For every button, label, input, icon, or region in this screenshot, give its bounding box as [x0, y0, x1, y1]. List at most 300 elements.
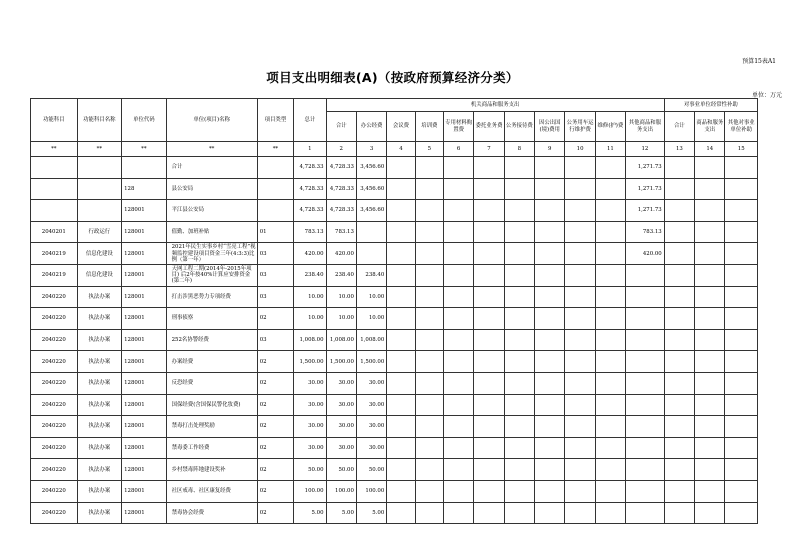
- total-cell: 30.00: [294, 416, 326, 438]
- vehicle-cost-cell: [565, 459, 595, 481]
- vehicle-cost-cell: [565, 200, 595, 222]
- goods-sum-cell: 30.00: [326, 416, 356, 438]
- index-cell: 11: [595, 142, 625, 157]
- total-cell: 5.00: [294, 502, 326, 524]
- total-cell: 1,008.00: [294, 329, 326, 351]
- reception-cost-cell: [504, 480, 534, 502]
- entrusted-cost-cell: [474, 200, 504, 222]
- func-code-cell: 2040220: [31, 459, 78, 481]
- meeting-cost-cell: [387, 308, 415, 330]
- total-cell: 50.00: [294, 459, 326, 481]
- training-cost-cell: [415, 221, 443, 243]
- entrusted-cost-cell: [474, 351, 504, 373]
- unit-name-cell: 252名协警经费: [166, 329, 257, 351]
- header-b-col: 合计: [664, 112, 694, 142]
- repair-cost-cell: [595, 221, 625, 243]
- total-cell: 4,728.33: [294, 157, 326, 179]
- vehicle-cost-cell: [565, 372, 595, 394]
- material-cost-cell: [443, 157, 473, 179]
- subsidy-other-cell: [725, 178, 758, 200]
- vehicle-cost-cell: [565, 351, 595, 373]
- goods-sum-cell: 4,728.33: [326, 200, 356, 222]
- subsidy-other-cell: [725, 308, 758, 330]
- index-cell: 9: [535, 142, 565, 157]
- other-goods-cell: [626, 480, 665, 502]
- func-code-cell: 2040219: [31, 264, 78, 286]
- office-cost-cell: 30.00: [356, 394, 386, 416]
- reception-cost-cell: [504, 221, 534, 243]
- goods-sum-cell: 1,500.00: [326, 351, 356, 373]
- office-cost-cell: 100.00: [356, 480, 386, 502]
- reception-cost-cell: [504, 157, 534, 179]
- header-a-col: 委托业务费: [474, 112, 504, 142]
- abroad-cost-cell: [535, 243, 565, 265]
- vehicle-cost-cell: [565, 394, 595, 416]
- entrusted-cost-cell: [474, 437, 504, 459]
- table-row: [31, 416, 758, 438]
- vehicle-cost-cell: [565, 243, 595, 265]
- other-goods-cell: [626, 437, 665, 459]
- abroad-cost-cell: [535, 459, 565, 481]
- item-type-cell: 03: [257, 329, 293, 351]
- entrusted-cost-cell: [474, 308, 504, 330]
- unit-name-cell: 县公安局: [166, 178, 257, 200]
- reception-cost-cell: [504, 459, 534, 481]
- abroad-cost-cell: [535, 178, 565, 200]
- subsidy-goods-cell: [695, 308, 725, 330]
- entrusted-cost-cell: [474, 221, 504, 243]
- office-cost-cell: 238.40: [356, 264, 386, 286]
- unit-code-cell: 128001: [122, 264, 167, 286]
- expenditure-table: [30, 98, 758, 524]
- header-a-col: 合计: [326, 112, 356, 142]
- table-row: [31, 351, 758, 373]
- abroad-cost-cell: [535, 480, 565, 502]
- subsidy-sum-cell: [664, 416, 694, 438]
- unit-name-cell: 禁毒委工作经费: [166, 437, 257, 459]
- material-cost-cell: [443, 480, 473, 502]
- unit-name-cell: 平江县公安局: [166, 200, 257, 222]
- other-goods-cell: 1,271.73: [626, 178, 665, 200]
- subsidy-other-cell: [725, 351, 758, 373]
- subsidy-other-cell: [725, 416, 758, 438]
- abroad-cost-cell: [535, 200, 565, 222]
- subsidy-goods-cell: [695, 157, 725, 179]
- repair-cost-cell: [595, 416, 625, 438]
- goods-sum-cell: 4,728.33: [326, 157, 356, 179]
- unit-name-cell: 值勤、加班补贴: [166, 221, 257, 243]
- item-type-cell: 03: [257, 286, 293, 308]
- material-cost-cell: [443, 372, 473, 394]
- total-cell: 4,728.33: [294, 178, 326, 200]
- subsidy-sum-cell: [664, 394, 694, 416]
- unit-label: 单位：万元: [751, 92, 782, 99]
- training-cost-cell: [415, 351, 443, 373]
- training-cost-cell: [415, 480, 443, 502]
- meeting-cost-cell: [387, 178, 415, 200]
- abroad-cost-cell: [535, 308, 565, 330]
- func-name-cell: 行政运行: [77, 221, 122, 243]
- meeting-cost-cell: [387, 243, 415, 265]
- repair-cost-cell: [595, 437, 625, 459]
- abroad-cost-cell: [535, 351, 565, 373]
- entrusted-cost-cell: [474, 264, 504, 286]
- subsidy-goods-cell: [695, 178, 725, 200]
- subsidy-other-cell: [725, 502, 758, 524]
- table-row: [31, 221, 758, 243]
- func-code-cell: 2040219: [31, 243, 78, 265]
- table-row: [31, 372, 758, 394]
- table-body: [31, 157, 758, 524]
- material-cost-cell: [443, 459, 473, 481]
- item-type-cell: 02: [257, 351, 293, 373]
- func-name-cell: 执法办案: [77, 459, 122, 481]
- reception-cost-cell: [504, 264, 534, 286]
- vehicle-cost-cell: [565, 264, 595, 286]
- goods-sum-cell: 1,008.00: [326, 329, 356, 351]
- unit-code-cell: 128001: [122, 351, 167, 373]
- subsidy-goods-cell: [695, 351, 725, 373]
- table-row: [31, 394, 758, 416]
- unit-name-cell: 2021年民生实事乡村“雪亮工程”视频监控建设项目资金三年(4:3:3)比例（第一年）: [166, 243, 257, 265]
- unit-name-cell: 乡村禁毒阵地建设奖补: [166, 459, 257, 481]
- subsidy-sum-cell: [664, 308, 694, 330]
- func-name-cell: [77, 178, 122, 200]
- table-row: [31, 200, 758, 222]
- index-cell: 6: [443, 142, 473, 157]
- item-type-cell: 01: [257, 221, 293, 243]
- index-cell: 14: [695, 142, 725, 157]
- office-cost-cell: 30.00: [356, 372, 386, 394]
- func-name-cell: 执法办案: [77, 329, 122, 351]
- header-b-col: 其他对事业单位补助: [725, 112, 758, 142]
- training-cost-cell: [415, 264, 443, 286]
- item-type-cell: 02: [257, 308, 293, 330]
- office-cost-cell: 50.00: [356, 459, 386, 481]
- entrusted-cost-cell: [474, 416, 504, 438]
- header-a-col: 因公出国(境)费用: [535, 112, 565, 142]
- reception-cost-cell: [504, 502, 534, 524]
- entrusted-cost-cell: [474, 394, 504, 416]
- subsidy-other-cell: [725, 437, 758, 459]
- func-name-cell: [77, 157, 122, 179]
- header-b-col: 商品和服务支出: [695, 112, 725, 142]
- meeting-cost-cell: [387, 437, 415, 459]
- subsidy-goods-cell: [695, 416, 725, 438]
- material-cost-cell: [443, 437, 473, 459]
- office-cost-cell: 3,456.60: [356, 178, 386, 200]
- index-cell: 13: [664, 142, 694, 157]
- material-cost-cell: [443, 394, 473, 416]
- material-cost-cell: [443, 243, 473, 265]
- unit-name-cell: 天网工程二期(2014年-2015年项目) 后2年按40%计算应安排资金(第二年): [166, 264, 257, 286]
- index-cell: 5: [415, 142, 443, 157]
- vehicle-cost-cell: [565, 416, 595, 438]
- table-row: [31, 264, 758, 286]
- repair-cost-cell: [595, 502, 625, 524]
- subsidy-sum-cell: [664, 459, 694, 481]
- office-cost-cell: 30.00: [356, 437, 386, 459]
- total-cell: 30.00: [294, 372, 326, 394]
- table-row: [31, 308, 758, 330]
- total-cell: 10.00: [294, 308, 326, 330]
- subsidy-sum-cell: [664, 286, 694, 308]
- func-code-cell: 2040220: [31, 329, 78, 351]
- index-cell: 15: [725, 142, 758, 157]
- unit-code-cell: 128001: [122, 394, 167, 416]
- goods-sum-cell: 50.00: [326, 459, 356, 481]
- office-cost-cell: 10.00: [356, 308, 386, 330]
- unit-code-cell: 128: [122, 178, 167, 200]
- meeting-cost-cell: [387, 480, 415, 502]
- table-row: [31, 459, 758, 481]
- func-name-cell: 执法办案: [77, 394, 122, 416]
- office-cost-cell: [356, 221, 386, 243]
- unit-name-cell: 禁毒打击处理奖励: [166, 416, 257, 438]
- header-unit-code: 单位代码: [122, 99, 167, 142]
- abroad-cost-cell: [535, 437, 565, 459]
- subsidy-sum-cell: [664, 243, 694, 265]
- table-row: [31, 480, 758, 502]
- vehicle-cost-cell: [565, 502, 595, 524]
- meeting-cost-cell: [387, 157, 415, 179]
- header-a-col: 办公经费: [356, 112, 386, 142]
- func-name-cell: 执法办案: [77, 437, 122, 459]
- func-code-cell: 2040220: [31, 416, 78, 438]
- func-name-cell: 执法办案: [77, 351, 122, 373]
- subsidy-sum-cell: [664, 329, 694, 351]
- column-index-row: [31, 142, 758, 157]
- item-type-cell: 02: [257, 372, 293, 394]
- table-row: [31, 178, 758, 200]
- total-cell: 420.00: [294, 243, 326, 265]
- meeting-cost-cell: [387, 502, 415, 524]
- reception-cost-cell: [504, 416, 534, 438]
- index-cell: 8: [504, 142, 534, 157]
- repair-cost-cell: [595, 394, 625, 416]
- item-type-cell: 02: [257, 480, 293, 502]
- repair-cost-cell: [595, 459, 625, 481]
- material-cost-cell: [443, 329, 473, 351]
- office-cost-cell: 1,008.00: [356, 329, 386, 351]
- func-code-cell: [31, 200, 78, 222]
- reception-cost-cell: [504, 437, 534, 459]
- subsidy-goods-cell: [695, 264, 725, 286]
- index-cell: 4: [387, 142, 415, 157]
- repair-cost-cell: [595, 286, 625, 308]
- header-a-col: 专用材料购置费: [443, 112, 473, 142]
- vehicle-cost-cell: [565, 157, 595, 179]
- training-cost-cell: [415, 157, 443, 179]
- material-cost-cell: [443, 416, 473, 438]
- training-cost-cell: [415, 329, 443, 351]
- item-type-cell: 02: [257, 416, 293, 438]
- training-cost-cell: [415, 394, 443, 416]
- other-goods-cell: [626, 459, 665, 481]
- total-cell: 238.40: [294, 264, 326, 286]
- unit-code-cell: 128001: [122, 329, 167, 351]
- subsidy-other-cell: [725, 264, 758, 286]
- repair-cost-cell: [595, 351, 625, 373]
- subsidy-goods-cell: [695, 329, 725, 351]
- unit-code-cell: 128001: [122, 372, 167, 394]
- vehicle-cost-cell: [565, 480, 595, 502]
- index-cell: **: [122, 142, 167, 157]
- index-cell: 3: [356, 142, 386, 157]
- unit-code-cell: 128001: [122, 243, 167, 265]
- unit-name-cell: 禁毒协会经费: [166, 502, 257, 524]
- unit-code-cell: 128001: [122, 437, 167, 459]
- abroad-cost-cell: [535, 329, 565, 351]
- subsidy-sum-cell: [664, 264, 694, 286]
- unit-code-cell: 128001: [122, 200, 167, 222]
- table-row: [31, 329, 758, 351]
- item-type-cell: 03: [257, 243, 293, 265]
- repair-cost-cell: [595, 243, 625, 265]
- index-cell: 1: [294, 142, 326, 157]
- header-func-name: 功能科目名称: [77, 99, 122, 142]
- goods-sum-cell: 10.00: [326, 286, 356, 308]
- reception-cost-cell: [504, 286, 534, 308]
- func-name-cell: 信息化建设: [77, 243, 122, 265]
- subsidy-other-cell: [725, 394, 758, 416]
- index-cell: 12: [626, 142, 665, 157]
- reception-cost-cell: [504, 200, 534, 222]
- func-code-cell: 2040220: [31, 308, 78, 330]
- reception-cost-cell: [504, 308, 534, 330]
- goods-sum-cell: 783.13: [326, 221, 356, 243]
- subsidy-sum-cell: [664, 437, 694, 459]
- entrusted-cost-cell: [474, 286, 504, 308]
- material-cost-cell: [443, 286, 473, 308]
- subsidy-sum-cell: [664, 221, 694, 243]
- other-goods-cell: [626, 286, 665, 308]
- unit-code-cell: 128001: [122, 502, 167, 524]
- repair-cost-cell: [595, 372, 625, 394]
- header-a-col: 会议费: [387, 112, 415, 142]
- unit-code-cell: 128001: [122, 480, 167, 502]
- document-title: 项目支出明细表(A)（按政府预算经济分类）: [266, 70, 519, 85]
- item-type-cell: 02: [257, 394, 293, 416]
- goods-sum-cell: 238.40: [326, 264, 356, 286]
- item-type-cell: 02: [257, 502, 293, 524]
- subsidy-goods-cell: [695, 480, 725, 502]
- other-goods-cell: 1,271.73: [626, 200, 665, 222]
- header-a-col: 其他商品和服务支出: [626, 112, 665, 142]
- func-name-cell: 执法办案: [77, 480, 122, 502]
- subsidy-other-cell: [725, 329, 758, 351]
- other-goods-cell: [626, 264, 665, 286]
- material-cost-cell: [443, 200, 473, 222]
- meeting-cost-cell: [387, 200, 415, 222]
- unit-code-cell: 128001: [122, 459, 167, 481]
- goods-sum-cell: 30.00: [326, 372, 356, 394]
- office-cost-cell: [356, 243, 386, 265]
- training-cost-cell: [415, 178, 443, 200]
- entrusted-cost-cell: [474, 502, 504, 524]
- goods-sum-cell: 5.00: [326, 502, 356, 524]
- header-a-col: 维修(护)费: [595, 112, 625, 142]
- total-cell: 783.13: [294, 221, 326, 243]
- other-goods-cell: 1,271.73: [626, 157, 665, 179]
- form-number: 预算15表A1: [742, 58, 776, 65]
- header-group-goods-services: 机关商品和服务支出: [326, 99, 664, 112]
- table-row: [31, 243, 758, 265]
- abroad-cost-cell: [535, 221, 565, 243]
- meeting-cost-cell: [387, 372, 415, 394]
- func-code-cell: 2040220: [31, 502, 78, 524]
- item-type-cell: [257, 178, 293, 200]
- subsidy-other-cell: [725, 372, 758, 394]
- abroad-cost-cell: [535, 416, 565, 438]
- reception-cost-cell: [504, 372, 534, 394]
- goods-sum-cell: 30.00: [326, 437, 356, 459]
- unit-name-cell: 合计: [166, 157, 257, 179]
- func-name-cell: 执法办案: [77, 502, 122, 524]
- other-goods-cell: 783.13: [626, 221, 665, 243]
- unit-name-cell: 办案经费: [166, 351, 257, 373]
- unit-name-cell: 国保经费(含国保民警化妆费): [166, 394, 257, 416]
- table-row: [31, 502, 758, 524]
- abroad-cost-cell: [535, 264, 565, 286]
- total-cell: 100.00: [294, 480, 326, 502]
- func-name-cell: 执法办案: [77, 416, 122, 438]
- header-item-type: 项目类型: [257, 99, 293, 142]
- item-type-cell: [257, 200, 293, 222]
- header-total: 总计: [294, 99, 326, 142]
- func-code-cell: 2040220: [31, 437, 78, 459]
- subsidy-other-cell: [725, 459, 758, 481]
- func-name-cell: 执法办案: [77, 308, 122, 330]
- unit-name-cell: 反恐经费: [166, 372, 257, 394]
- meeting-cost-cell: [387, 264, 415, 286]
- subsidy-sum-cell: [664, 200, 694, 222]
- abroad-cost-cell: [535, 502, 565, 524]
- total-cell: 4,728.33: [294, 200, 326, 222]
- other-goods-cell: [626, 329, 665, 351]
- item-type-cell: [257, 157, 293, 179]
- func-name-cell: 执法办案: [77, 286, 122, 308]
- header-row-1: [31, 99, 758, 112]
- index-cell: **: [31, 142, 78, 157]
- func-code-cell: 2040220: [31, 286, 78, 308]
- entrusted-cost-cell: [474, 157, 504, 179]
- training-cost-cell: [415, 416, 443, 438]
- training-cost-cell: [415, 437, 443, 459]
- total-cell: 10.00: [294, 286, 326, 308]
- meeting-cost-cell: [387, 286, 415, 308]
- training-cost-cell: [415, 243, 443, 265]
- entrusted-cost-cell: [474, 178, 504, 200]
- repair-cost-cell: [595, 264, 625, 286]
- repair-cost-cell: [595, 329, 625, 351]
- office-cost-cell: 5.00: [356, 502, 386, 524]
- meeting-cost-cell: [387, 394, 415, 416]
- meeting-cost-cell: [387, 351, 415, 373]
- meeting-cost-cell: [387, 329, 415, 351]
- other-goods-cell: [626, 372, 665, 394]
- unit-name-cell: 刑事侦察: [166, 308, 257, 330]
- training-cost-cell: [415, 286, 443, 308]
- total-cell: 1,500.00: [294, 351, 326, 373]
- subsidy-sum-cell: [664, 351, 694, 373]
- subsidy-goods-cell: [695, 372, 725, 394]
- subsidy-sum-cell: [664, 178, 694, 200]
- entrusted-cost-cell: [474, 459, 504, 481]
- subsidy-other-cell: [725, 157, 758, 179]
- subsidy-other-cell: [725, 200, 758, 222]
- header-func-code: 功能科目: [31, 99, 78, 142]
